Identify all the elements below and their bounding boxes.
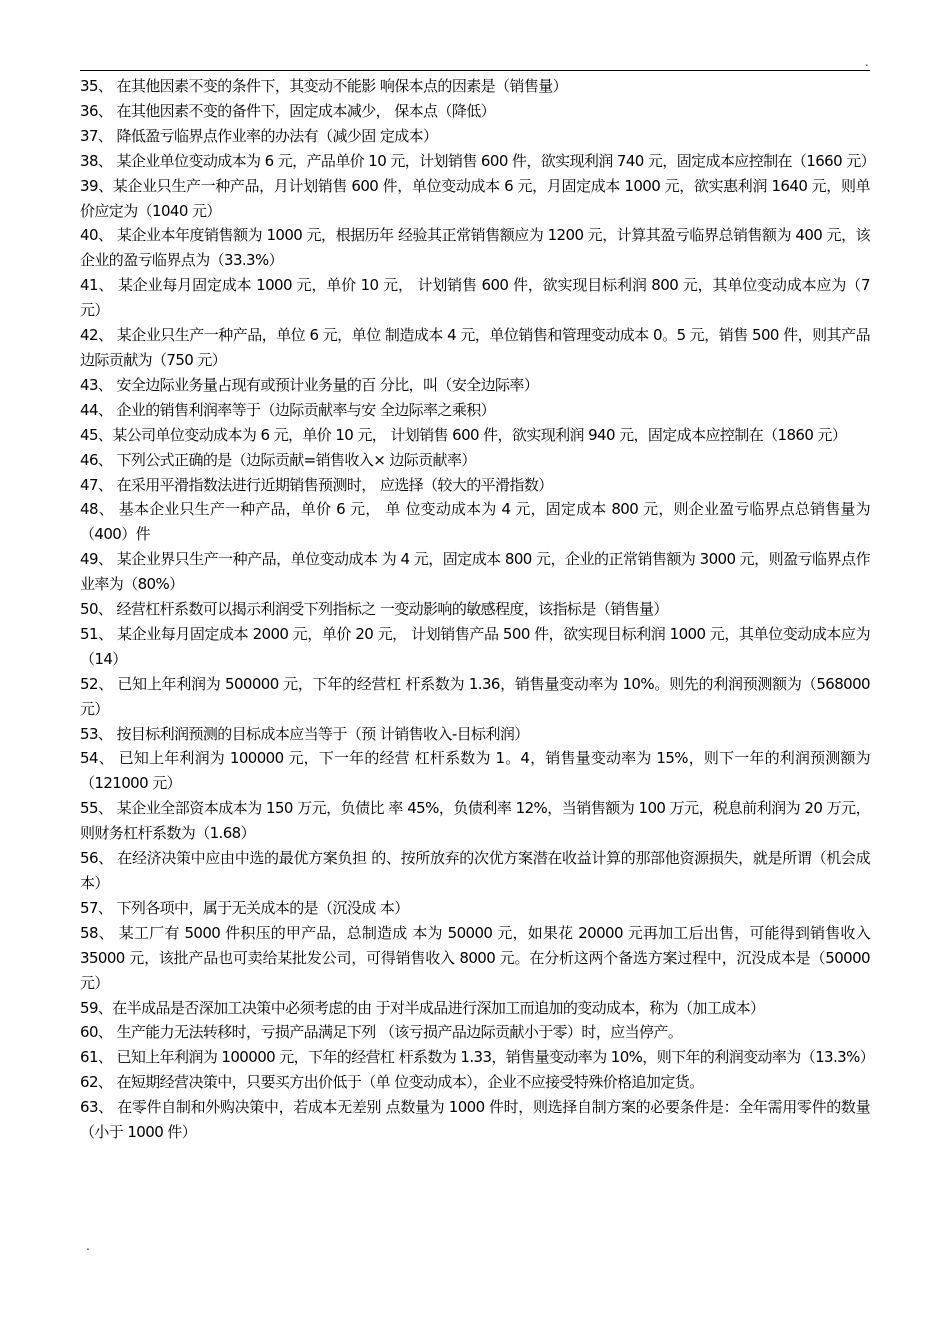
- question-44: 44、 企业的销售利润率等于（边际贡献率与安 全边际率之乘积）: [80, 400, 496, 419]
- question-55: 55、 某企业全部资本成本为 150 万元，负债比 率 45%，负债利率 12%，当销售额为 100 万元，税息前利润为 20 万元，则财务杠杆系数为（1.68）: [80, 799, 870, 843]
- question-37: 37、 降低盈亏临界点作业率的办法有（减少固 定成本）: [80, 126, 438, 145]
- question-48: 48、 基本企业只生产一种产品，单价 6 元， 单 位变动成本为 4 元，固定成本 800 元，则企业盈亏临界点总销售量为（400）件: [80, 500, 870, 544]
- question-47: 47、 在采用平滑指数法进行近期销售预测时， 应选择（较大的平滑指数）: [80, 475, 553, 494]
- footer-mark: .: [86, 1239, 90, 1253]
- question-63: 63、 在零件自制和外购决策中，若成本无差别 点数量为 1000 件时，则选择自制方案的必要条件是：全年需用零件的数量（小于 1000 件）: [80, 1098, 870, 1142]
- question-50: 50、 经营杠杆系数可以揭示利润受下列指标之 一变动影响的敏感程度，该指标是（销售量）: [80, 600, 668, 619]
- question-53: 53、 按目标利润预测的目标成本应当等于（预 计销售收入-目标利润）: [80, 724, 529, 743]
- question-38: 38、 某企业单位变动成本为 6 元，产品单价 10 元，计划销售 600 件，欲实现利润 740 元，固定成本应控制在（1660 元）: [80, 151, 876, 170]
- question-39: 39、某企业只生产一种产品，月计划销售 600 件，单位变动成本 6 元，月固定成本 1000 元，欲实惠利润 1640 元，则单价应定为（1040 元）: [80, 176, 870, 220]
- question-35: 35、 在其他因素不变的条件下，其变动不能影 响保本点的因素是（销售量）: [80, 77, 568, 95]
- question-41: 41、 某企业每月固定成本 1000 元，单价 10 元， 计划销售 600 件，欲实现目标利润 800 元，其单位变动成本应为（7 元）: [80, 276, 870, 320]
- question-61: 61、 已知上年利润为 100000 元，下年的经营杠 杆系数为 1.33，销售量变动率为 10%，则下年的利润变动率为（13.3%）: [80, 1048, 875, 1067]
- question-49: 49、 某企业界只生产一种产品，单位变动成本 为 4 元，固定成本 800 元，企业的正常销售额为 3000 元，则盈亏临界点作业率为（80%）: [80, 550, 870, 594]
- question-42: 42、 某企业只生产一种产品，单位 6 元，单位 制造成本 4 元，单位销售和管理变动成本 0。5 元，销售 500 件，则其产品边际贡献为（750 元）: [80, 326, 870, 369]
- question-58: 58、 某工厂有 5000 件积压的甲产品，总制造成 本为 50000 元，如果花 20000 元再加工后出售，可能得到销售收入 35000 元，该批产品也可卖给某批发公司，可得销售收入 8000 元。在分析这两个备选方案过程中，沉没成本是（50000 元）: [80, 923, 870, 992]
- question-45: 45、某公司单位变动成本为 6 元，单价 10 元， 计划销售 600 件，欲实现利润 940 元，固定成本应控制在（1860 元）: [80, 425, 847, 444]
- question-40: 40、 某企业本年度销售额为 1000 元，根据历年 经验其正常销售额应为 1200 元，计算其盈亏临界总销售额为 400 元，该企业的盈亏临界点为（33.3%）: [80, 226, 870, 270]
- document-body: [80, 74, 876, 1145]
- question-52: 52、 已知上年利润为 500000 元，下年的经营杠 杆系数为 1.36，销售量变动率为 10%。则先的利润预测额为（568000 元）: [80, 674, 870, 718]
- header-mark: .: [865, 55, 869, 69]
- question-56: 56、 在经济决策中应由中选的最优方案负担 的、按所放弃的次优方案潜在收益计算的那部他资源损失，就是所谓（机会成本）: [80, 849, 870, 892]
- question-59: 59、在半成品是否深加工决策中必须考虑的由 于对半成品进行深加工而追加的变动成本，称为（加工成本）: [80, 998, 765, 1017]
- question-51: 51、 某企业每月固定成本 2000 元，单价 20 元， 计划销售产品 500 件，欲实现目标利润 1000 元，其单位变动成本应为（14）: [80, 624, 870, 668]
- question-43: 43、 安全边际业务量占现有或预计业务量的百 分比，叫（安全边际率）: [80, 375, 539, 394]
- question-54: 54、 已知上年利润为 100000 元，下一年的经营 杠杆系数为 1。4，销售量变动率为 15%，则下一年的利润预测额为（121000 元）: [80, 749, 870, 793]
- question-62: 62、 在短期经营决策中，只要买方出价低于（单 位变动成本），企业不应接受特殊价格追加定货。: [80, 1073, 704, 1092]
- question-46: 46、 下列公式正确的是（边际贡献=销售收入× 边际贡献率）: [80, 450, 476, 469]
- question-60: 60、 生产能力无法转移时，亏损产品满足下列 （该亏损产品边际贡献小于零）时，应当停产。: [80, 1023, 683, 1042]
- header-rule: [80, 70, 870, 71]
- question-57: 57、 下列各项中，属于无关成本的是（沉没成 本）: [80, 898, 409, 917]
- question-36: 36、 在其他因素不变的备件下，固定成本减少， 保本点（降低）: [80, 101, 496, 120]
